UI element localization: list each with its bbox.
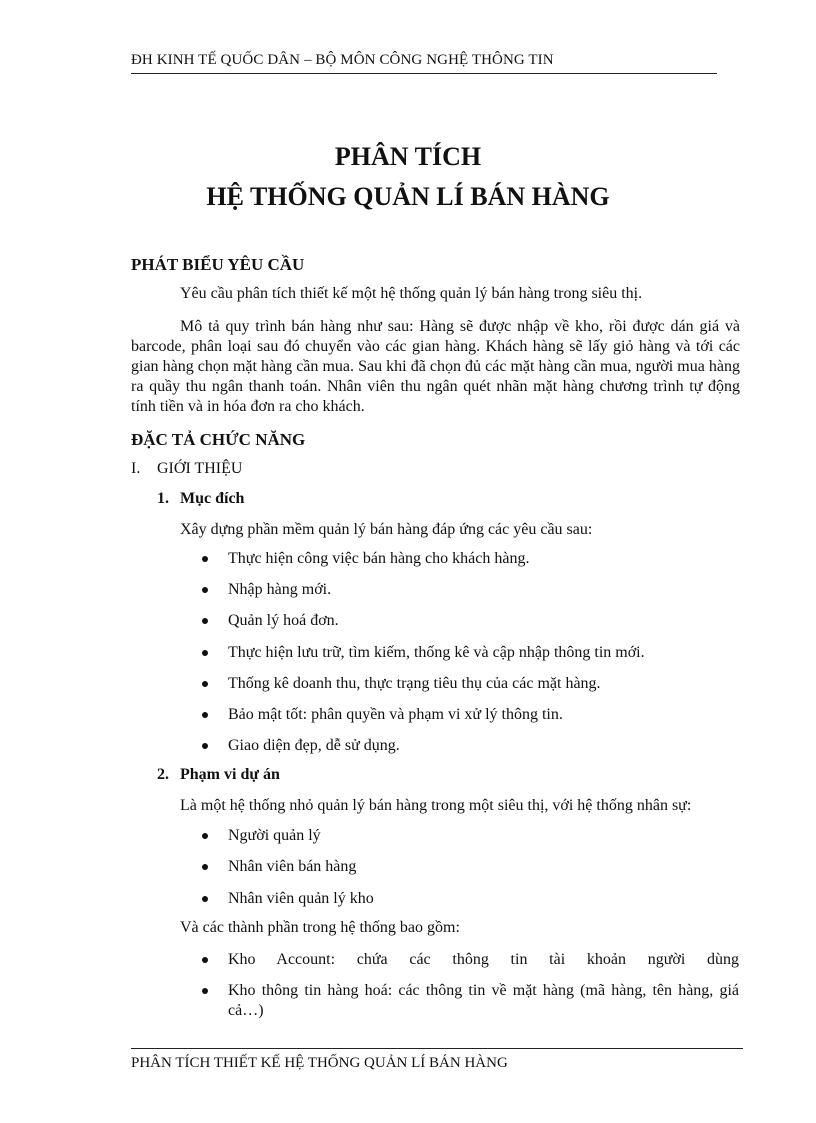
- document-title: PHÂN TÍCH: [334, 142, 482, 171]
- subsection-title-purpose: Mục đích: [180, 490, 245, 507]
- subsection-number-2: 2.: [157, 766, 169, 783]
- bullet-icon: [202, 988, 208, 994]
- bullet-icon: [202, 833, 208, 839]
- section-intro-title: GIỚI THIỆU: [157, 460, 243, 477]
- bullet-icon: [202, 743, 208, 749]
- purpose-item-3: Quản lý hoá đơn.: [228, 612, 339, 629]
- purpose-item-4: Thực hiện lưu trữ, tìm kiếm, thống kê và cập nhập thông tin mới.: [228, 644, 645, 661]
- staff-item-1: Người quản lý: [228, 827, 321, 844]
- bullet-icon: [202, 650, 208, 656]
- roman-numeral: I.: [131, 460, 141, 477]
- subsection-title-scope: Phạm vi dự án: [180, 766, 280, 783]
- purpose-item-2: Nhập hàng mới.: [228, 581, 332, 598]
- page-header: ĐH KINH TẾ QUỐC DÂN – BỘ MÔN CÔNG NGHỆ THÔNG TIN: [131, 52, 717, 74]
- components-intro: Và các thành phần trong hệ thống bao gồm:: [180, 919, 460, 936]
- bullet-icon: [202, 712, 208, 718]
- bullet-icon: [202, 957, 208, 963]
- scope-intro: Là một hệ thống nhỏ quản lý bán hàng trong một siêu thị, với hệ thống nhân sự:: [180, 797, 692, 814]
- staff-item-3: Nhân viên quản lý kho: [228, 890, 374, 907]
- purpose-item-1: Thực hiện công việc bán hàng cho khách hàng.: [228, 550, 530, 567]
- subsection-number-1: 1.: [157, 490, 169, 507]
- purpose-item-5: Thống kê doanh thu, thực trạng tiêu thụ của các mặt hàng.: [228, 675, 601, 692]
- purpose-item-7: Giao diện đẹp, dễ sử dụng.: [228, 737, 400, 754]
- purpose-intro: Xây dựng phần mềm quản lý bán hàng đáp ứng các yêu cầu sau:: [180, 521, 593, 538]
- process-description: Mô tả quy trình bán hàng như sau: Hàng sẽ được nhập về kho, rồi được dán giá và barcode, phân loại sau đó chuyển vào các gian hàng. Khách hàng sẽ lấy giỏ hàng và tới các gian hàng chọn mặt hàng cần mua. Sau khi đã chọn đủ các mặt hàng cần mua, người mua hàng ra quầy thu ngân thanh toán. Nhân viên thu ngân quét nhãn mặt hàng chương trình tự động tính tiền và in hóa đơn ra cho khách.: [131, 318, 740, 415]
- section-heading-functions: ĐẶC TẢ CHỨC NĂNG: [131, 430, 306, 449]
- requirements-intro: Yêu cầu phân tích thiết kế một hệ thống quản lý bán hàng trong siêu thị.: [180, 285, 643, 302]
- bullet-icon: [202, 681, 208, 687]
- component-item-1: Kho Account: chứa các thông tin tài khoản người dùng: [228, 951, 739, 968]
- bullet-icon: [202, 556, 208, 562]
- staff-item-2: Nhân viên bán hàng: [228, 858, 357, 875]
- page-footer: PHÂN TÍCH THIẾT KẾ HỆ THỐNG QUẢN LÍ BÁN HÀNG: [131, 1048, 743, 1072]
- component-item-2: Kho thông tin hàng hoá: các thông tin về mặt hàng (mã hàng, tên hàng, giá cả…): [228, 982, 739, 1019]
- section-heading-requirements: PHÁT BIỂU YÊU CẦU: [131, 255, 305, 274]
- purpose-item-6: Bảo mật tốt: phân quyền và phạm vi xử lý thông tin.: [228, 706, 563, 723]
- bullet-icon: [202, 618, 208, 624]
- document-subtitle: HỆ THỐNG QUẢN LÍ BÁN HÀNG: [206, 182, 610, 211]
- bullet-icon: [202, 896, 208, 902]
- bullet-icon: [202, 587, 208, 593]
- bullet-icon: [202, 864, 208, 870]
